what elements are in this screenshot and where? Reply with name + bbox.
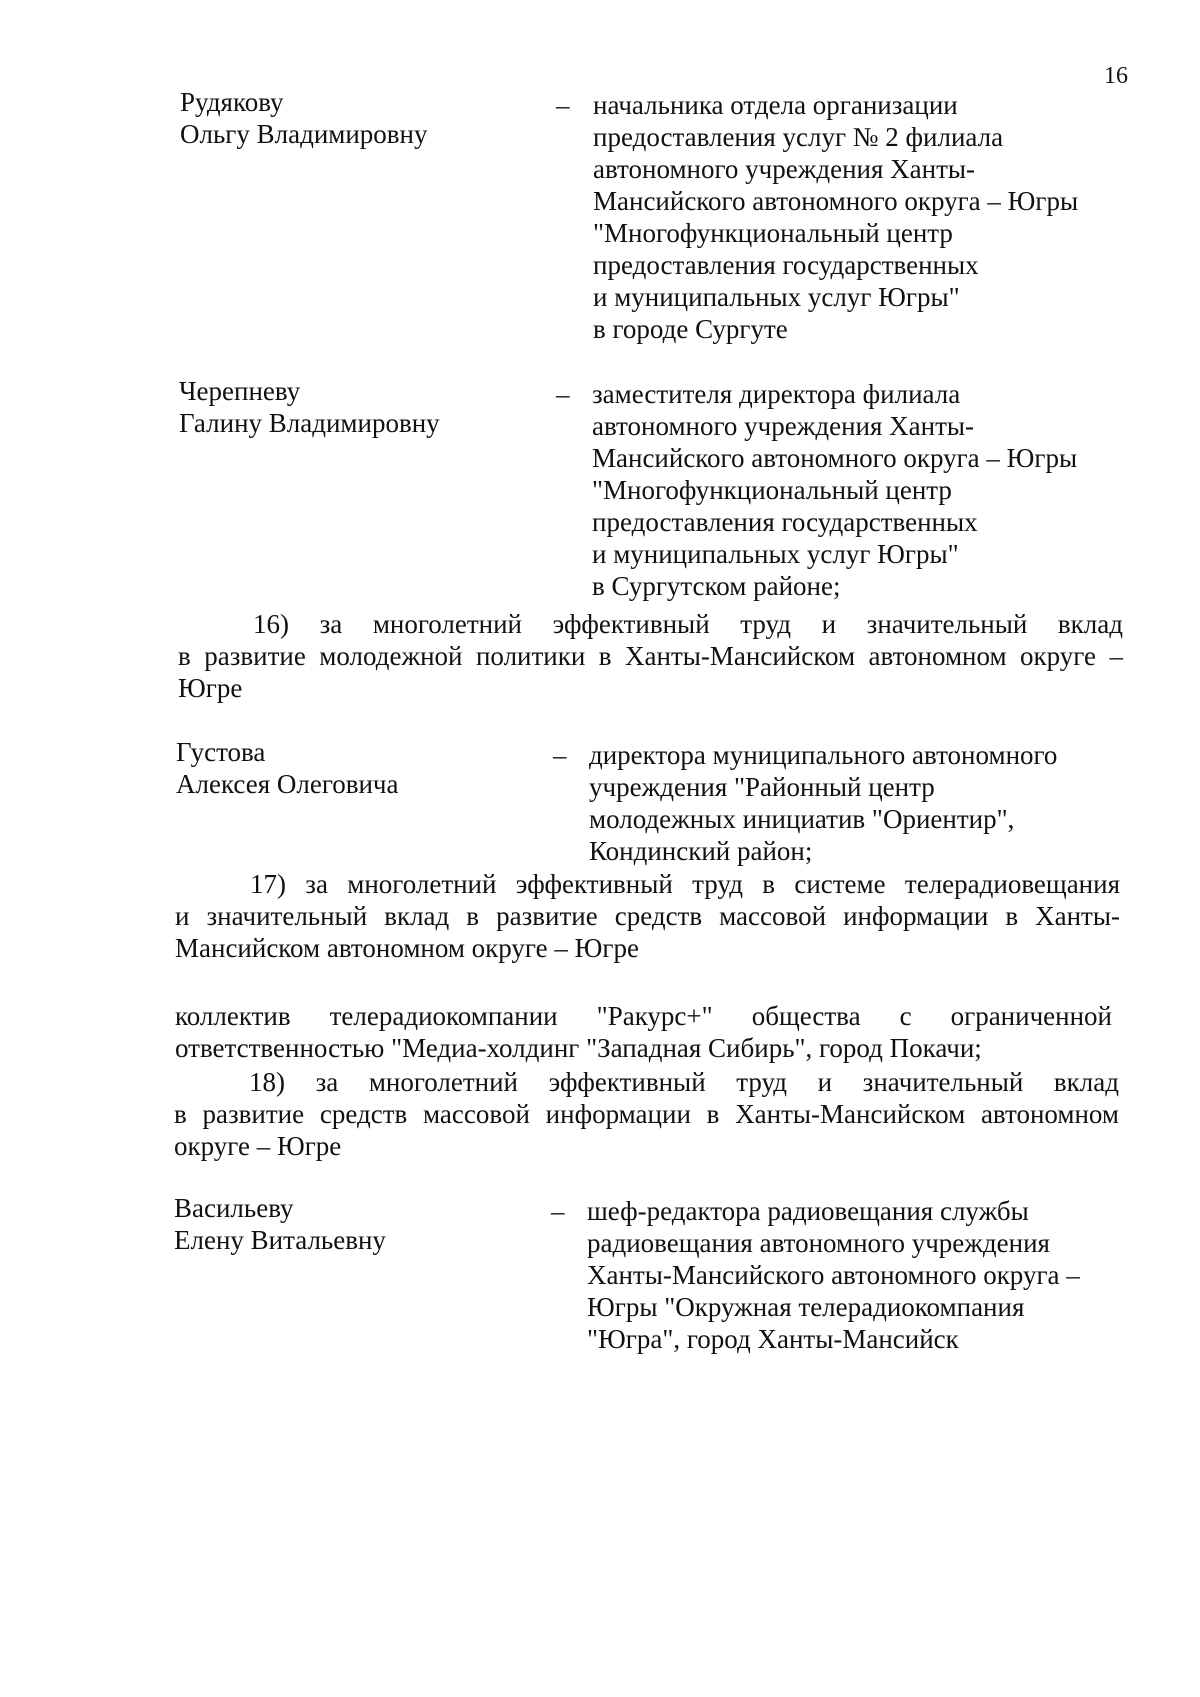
- position-line: начальника отдела организации: [593, 90, 958, 120]
- awardee-position: [589, 739, 1057, 867]
- position-line: Мансийского автономного округа – Югры: [593, 186, 1079, 216]
- paragraph-line: коллектив телерадиокомпании "Ракурс+" общества с ограниченной: [175, 1001, 1112, 1031]
- position-line: заместителя директора филиала: [592, 379, 961, 409]
- award-category-17: [175, 868, 1120, 964]
- position-line: предоставления государственных: [593, 250, 979, 280]
- award-category-18: [174, 1066, 1119, 1162]
- awardee-position: [592, 378, 1077, 602]
- dash-separator: –: [551, 1196, 565, 1226]
- position-line: предоставления государственных: [592, 507, 978, 537]
- awardee-position: [593, 89, 1078, 345]
- award-category-16: [178, 608, 1123, 704]
- paragraph-line: 17) за многолетний эффективный труд в системе телерадиовещания: [250, 869, 1120, 899]
- position-line: шеф-редактора радиовещания службы: [587, 1196, 1029, 1226]
- position-line: и муниципальных услуг Югры": [593, 282, 960, 312]
- position-line: "Многофункциональный центр: [592, 475, 952, 505]
- position-line: автономного учреждения Ханты-: [592, 411, 974, 441]
- paragraph-line: и значительный вклад в развитие средств массовой информации в Ханты-: [175, 901, 1120, 931]
- name-line: Рудякову: [180, 87, 284, 117]
- position-line: в Сургутском районе;: [592, 571, 841, 601]
- paragraph-line: 18) за многолетний эффективный труд и значительный вклад: [249, 1067, 1119, 1097]
- name-line: Черепневу: [179, 376, 301, 406]
- awardee-collective: [175, 1000, 1112, 1064]
- position-line: Югры "Окружная телерадиокомпания: [587, 1292, 1025, 1322]
- position-line: Ханты-Мансийского автономного округа –: [587, 1260, 1080, 1290]
- name-line: Галину Владимировну: [179, 408, 440, 438]
- position-line: Мансийского автономного округа – Югры: [592, 443, 1078, 473]
- position-line: в городе Сургуте: [593, 314, 788, 344]
- paragraph-line: в развитие молодежной политики в Ханты-Мансийском автономном округе –: [178, 641, 1123, 671]
- position-line: "Югра", город Ханты-Мансийск: [587, 1324, 959, 1354]
- position-line: радиовещания автономного учреждения: [587, 1228, 1050, 1258]
- awardee-name: [176, 736, 399, 800]
- name-line: Алексея Олеговича: [176, 769, 399, 799]
- position-line: "Многофункциональный центр: [593, 218, 953, 248]
- page-number: 16: [1104, 63, 1128, 89]
- awardee-name: [180, 86, 428, 150]
- paragraph-line: в развитие средств массовой информации в Ханты-Мансийском автономном: [174, 1099, 1119, 1129]
- paragraph-line: округе – Югре: [174, 1131, 342, 1161]
- paragraph-line: 16) за многолетний эффективный труд и значительный вклад: [253, 609, 1123, 639]
- paragraph-line: Мансийском автономном округе – Югре: [175, 933, 639, 963]
- position-line: директора муниципального автономного: [589, 740, 1058, 770]
- position-line: и муниципальных услуг Югры": [592, 539, 959, 569]
- name-line: Густова: [176, 737, 266, 767]
- awardee-position: [587, 1195, 1080, 1355]
- name-line: Васильеву: [174, 1193, 294, 1223]
- paragraph-line: ответственностью "Медиа-холдинг "Западная Сибирь", город Покачи;: [175, 1033, 982, 1063]
- position-line: автономного учреждения Ханты-: [593, 154, 975, 184]
- paragraph-line: Югре: [178, 673, 243, 703]
- dash-separator: –: [553, 740, 567, 770]
- awardee-name: [174, 1192, 386, 1256]
- name-line: Елену Витальевну: [174, 1225, 386, 1255]
- position-line: предоставления услуг № 2 филиала: [593, 122, 1004, 152]
- position-line: молодежных инициатив "Ориентир",: [589, 804, 1015, 834]
- position-line: Кондинский район;: [589, 836, 813, 866]
- dash-separator: –: [556, 379, 570, 409]
- dash-separator: –: [556, 90, 570, 120]
- name-line: Ольгу Владимировну: [180, 119, 428, 149]
- awardee-name: [179, 375, 440, 439]
- position-line: учреждения "Районный центр: [589, 772, 935, 802]
